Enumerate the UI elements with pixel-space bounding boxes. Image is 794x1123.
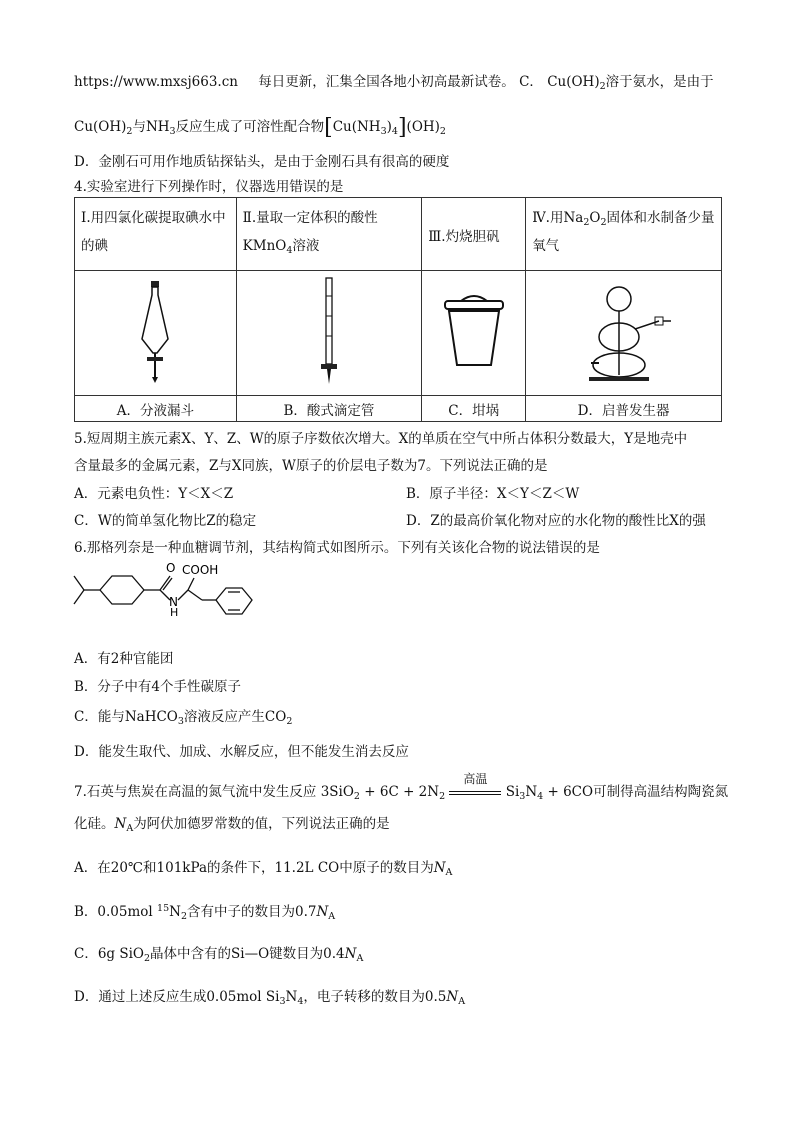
reaction-condition: 高温 xyxy=(463,772,488,786)
q4-option-c: C．坩埚 xyxy=(422,396,526,422)
q4-header-2: Ⅱ.量取一定体积的酸性 KMnO$_4$溶液 xyxy=(236,198,422,271)
q3c-text1: 溶于氨水，是由于 xyxy=(605,74,714,90)
q4-stem: 4.实验室进行下列操作时，仪器选用错误的是 xyxy=(74,179,344,195)
q6-option-c: C．能与NaHCO$_3$溶液反应产生$CO_2$ xyxy=(74,709,293,727)
separatory-funnel-figure xyxy=(75,271,237,396)
cooh-label: COOH xyxy=(182,563,219,577)
q3c-text3: 反应生成了可溶性配合物 xyxy=(175,119,325,135)
q4-header-3: Ⅲ.灼烧胆矾 xyxy=(422,198,526,271)
update-notice: 每日更新，汇集全国各地小初高最新试卷。 xyxy=(258,74,515,90)
q4-header-1: Ⅰ.用四氯化碳提取碘水中的碘 xyxy=(75,198,237,271)
q7-stem-line1: 7.石英与焦炭在高温的氮气流中发生反应 $3SiO_2 + 6C + 2N_2$ 高温 $Si_3N_4 + 6CO$可制得高温结构陶瓷氮 xyxy=(74,772,729,802)
header-line: https://www.mxsj663.cn 每日更新，汇集全国各地小初高最新试卷。 C． $Cu(OH)_2$溶于氨水，是由于 xyxy=(74,74,714,92)
q5-option-d: D．Z的最高价氧化物对应的水化物的酸性比X的强 xyxy=(406,513,706,529)
q4-option-d: D．启普发生器 xyxy=(526,396,722,422)
carbonyl-o-label: O xyxy=(166,561,176,575)
q7-option-c: C．6g SiO$_2$晶体中含有的Si—O键数目为$0.4N_A$ xyxy=(74,946,364,964)
q5-option-b: B．原子半径：X＜Y＜Z＜W xyxy=(406,486,580,502)
q7-stem-line2: 化硅。$N_A$为阿伏加德罗常数的值，下列说法正确的是 xyxy=(74,816,390,834)
burette-icon xyxy=(317,276,341,386)
q5-stem-line2: 含量最多的金属元素，Z与X同族，W原子的价层电子数为7。下列说法正确的是 xyxy=(74,458,548,474)
source-url: https://www.mxsj663.cn xyxy=(74,74,238,90)
q7-option-b: B．0.05mol $^{15}N_2$含有中子的数目为$0.7N_A$ xyxy=(74,903,336,922)
q5-option-c: C．W的简单氢化物比Z的稳定 xyxy=(74,513,257,529)
crucible-figure xyxy=(422,271,526,396)
q4-header-4: Ⅳ.用$Na_2O_2$固体和水制备少量氧气 xyxy=(526,198,722,271)
q5-option-a: A．元素电负性：Y＜X＜Z xyxy=(74,486,234,502)
nateglinide-structure xyxy=(70,560,270,640)
q6-option-b: B．分子中有4个手性碳原子 xyxy=(74,679,242,695)
kipp-generator-icon xyxy=(569,279,679,383)
kipp-generator-figure xyxy=(526,271,722,396)
q5-stem-line1: 5.短周期主族元素X、Y、Z、W的原子序数依次增大。X的单质在空气中所占体积分数最大，Y是地壳中 xyxy=(74,431,688,447)
q3-option-d: D．金刚石可用作地质钻探钻头，是由于金刚石具有很高的硬度 xyxy=(74,154,450,170)
q6-option-a: A．有2种官能团 xyxy=(74,651,174,667)
separatory-funnel-icon xyxy=(135,279,175,383)
q3c-text2: 与 xyxy=(132,119,146,135)
amide-n-label: N xyxy=(169,595,178,609)
q7-option-a: A．在20℃和101kPa的条件下，11.2L CO中原子的数目为$N_A$ xyxy=(74,860,453,878)
q6-stem: 6.那格列奈是一种血糖调节剂，其结构简式如图所示。下列有关该化合物的说法错误的是 xyxy=(74,540,600,556)
crucible-icon xyxy=(439,291,509,371)
q3c-line2: $Cu(OH)_2$与$NH_3$反应生成了可溶性配合物$[Cu(NH_3)_4](OH)_2$ xyxy=(74,115,446,140)
q4-table xyxy=(74,197,722,422)
burette-figure xyxy=(236,271,422,396)
q4-option-a: A．分液漏斗 xyxy=(75,396,237,422)
q4-option-b: B．酸式滴定管 xyxy=(236,396,422,422)
q3c-prefix: C． xyxy=(519,74,543,90)
q6-option-d: D．能发生取代、加成、水解反应，但不能发生消去反应 xyxy=(74,744,409,760)
amide-h-label: H xyxy=(170,606,179,619)
q7-option-d: D．通过上述反应生成0.05mol $Si_3N_4$，电子转移的数目为$0.5N_A$ xyxy=(74,989,466,1007)
